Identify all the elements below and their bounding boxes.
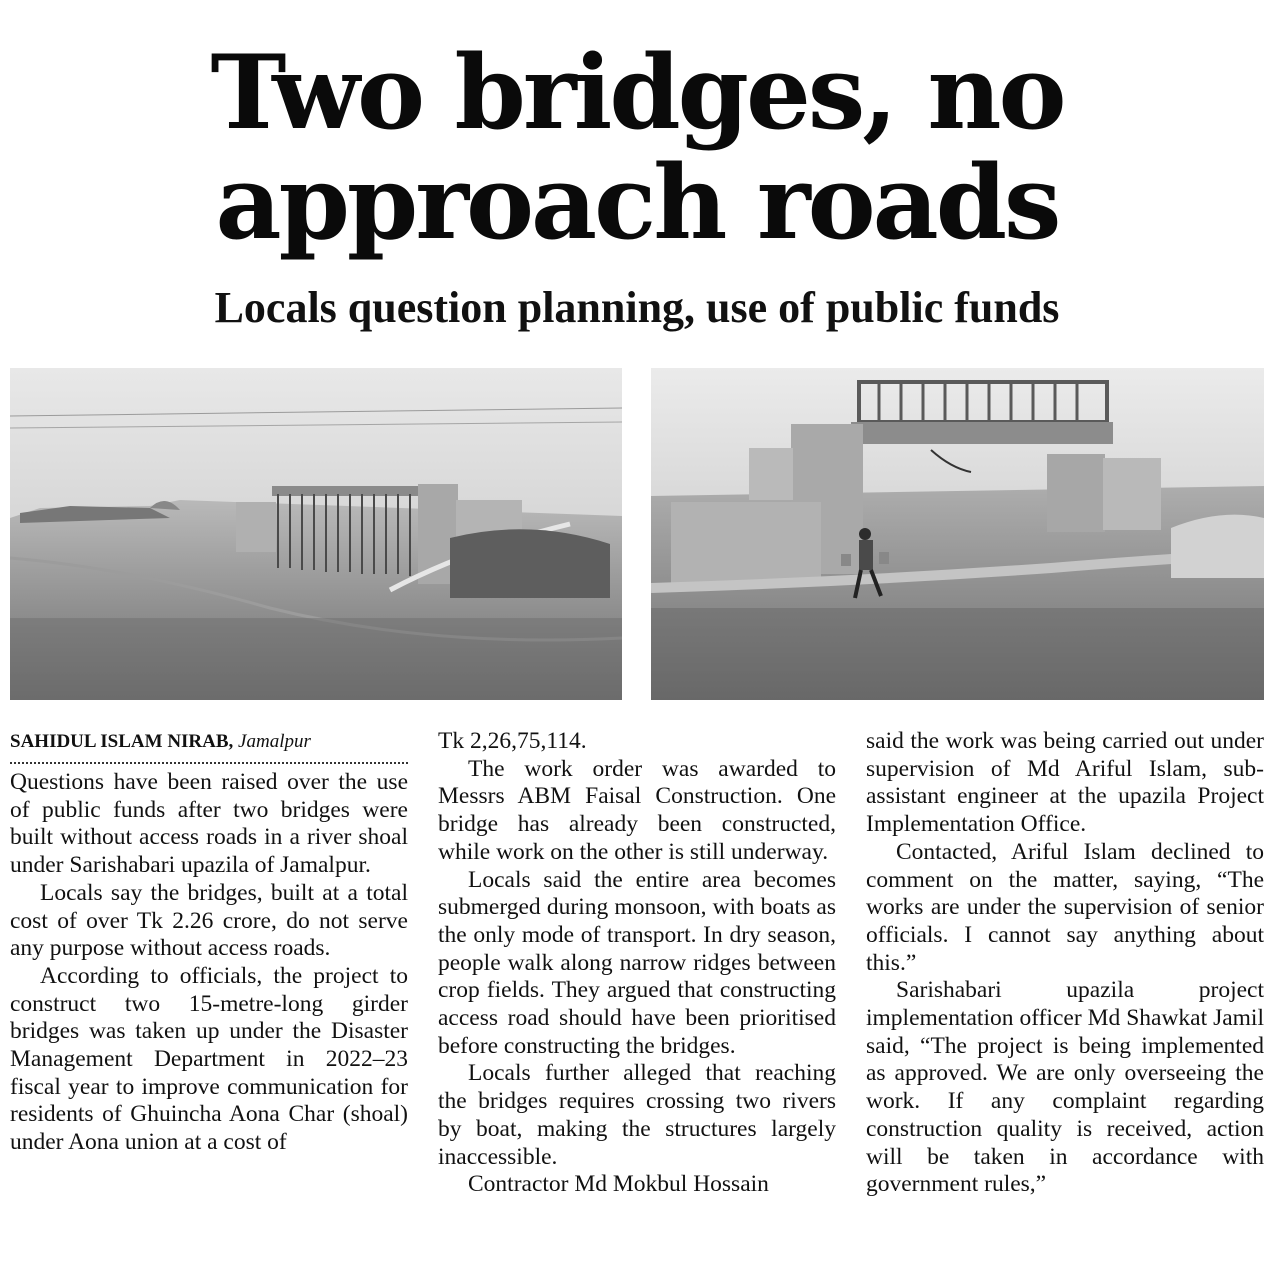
- paragraph: Sarishabari upazila project implementation officer Md Shawkat Jamil said, “The project is being implemented as approved. We are only overseeing the work. If any complaint regarding construction quality is received, action will be taken in accordance with government rules,”: [866, 977, 1264, 1198]
- paragraph: Locals said the entire area becomes submerged during monsoon, with boats as the only mode of transport. In dry season, people walk along narrow ridges between crop fields. They argued that constructing access road should have been prioritised before constructing the bridges.: [438, 866, 836, 1059]
- article-column-2: [438, 728, 836, 1199]
- byline-location: Jamalpur: [238, 731, 311, 752]
- photo-completed-bridge-graphic: [651, 368, 1264, 700]
- headline-line-1: Two bridges, no: [210, 33, 1064, 153]
- photo-bridge-under-construction-graphic: [10, 368, 622, 700]
- subheadline: Locals question planning, use of public funds: [214, 283, 1060, 332]
- photo-bridge-under-construction: [10, 368, 622, 700]
- byline-name: SAHIDUL ISLAM NIRAB,: [10, 731, 234, 752]
- paragraph: The work order was awarded to Messrs ABM Faisal Construction. One bridge has already been constructed, while work on the other is still underway.: [438, 755, 836, 865]
- paragraph: said the work was being carried out under supervision of Md Ariful Islam, sub-assistant engineer at the upazila Project Implementation Office.: [866, 728, 1264, 838]
- photo-completed-bridge: [651, 368, 1264, 700]
- headline-line-2: approach roads: [215, 143, 1059, 263]
- paragraph: Tk 2,26,75,114.: [438, 728, 587, 754]
- paragraph: Contacted, Ariful Islam declined to comment on the matter, saying, “The works are under the supervision of senior officials. I cannot say anything about this.”: [866, 838, 1264, 976]
- byline: [10, 728, 408, 764]
- article-column-3: [866, 728, 1264, 1199]
- paragraph: According to officials, the project to construct two 15-metre-long girder bridges was taken up under the Disaster Management Department in 2022–23 fiscal year to improve communication for residents of Ghuincha Aona Char (shoal) under Aona union at a cost of: [10, 962, 408, 1156]
- paragraph: Locals further alleged that reaching the bridges requires crossing two rivers by boat, making the structures largely inaccessible.: [438, 1060, 836, 1170]
- article-column-1: [10, 728, 408, 1157]
- paragraph: Locals say the bridges, built at a total cost of over Tk 2.26 crore, do not serve any purpose without access roads.: [10, 879, 408, 962]
- headline: [0, 33, 1274, 263]
- paragraph: Contractor Md Mokbul Hossain: [468, 1171, 769, 1198]
- paragraph: Questions have been raised over the use of public funds after two bridges were built without access roads in a river shoal under Sarishabari upazila of Jamalpur.: [10, 769, 408, 879]
